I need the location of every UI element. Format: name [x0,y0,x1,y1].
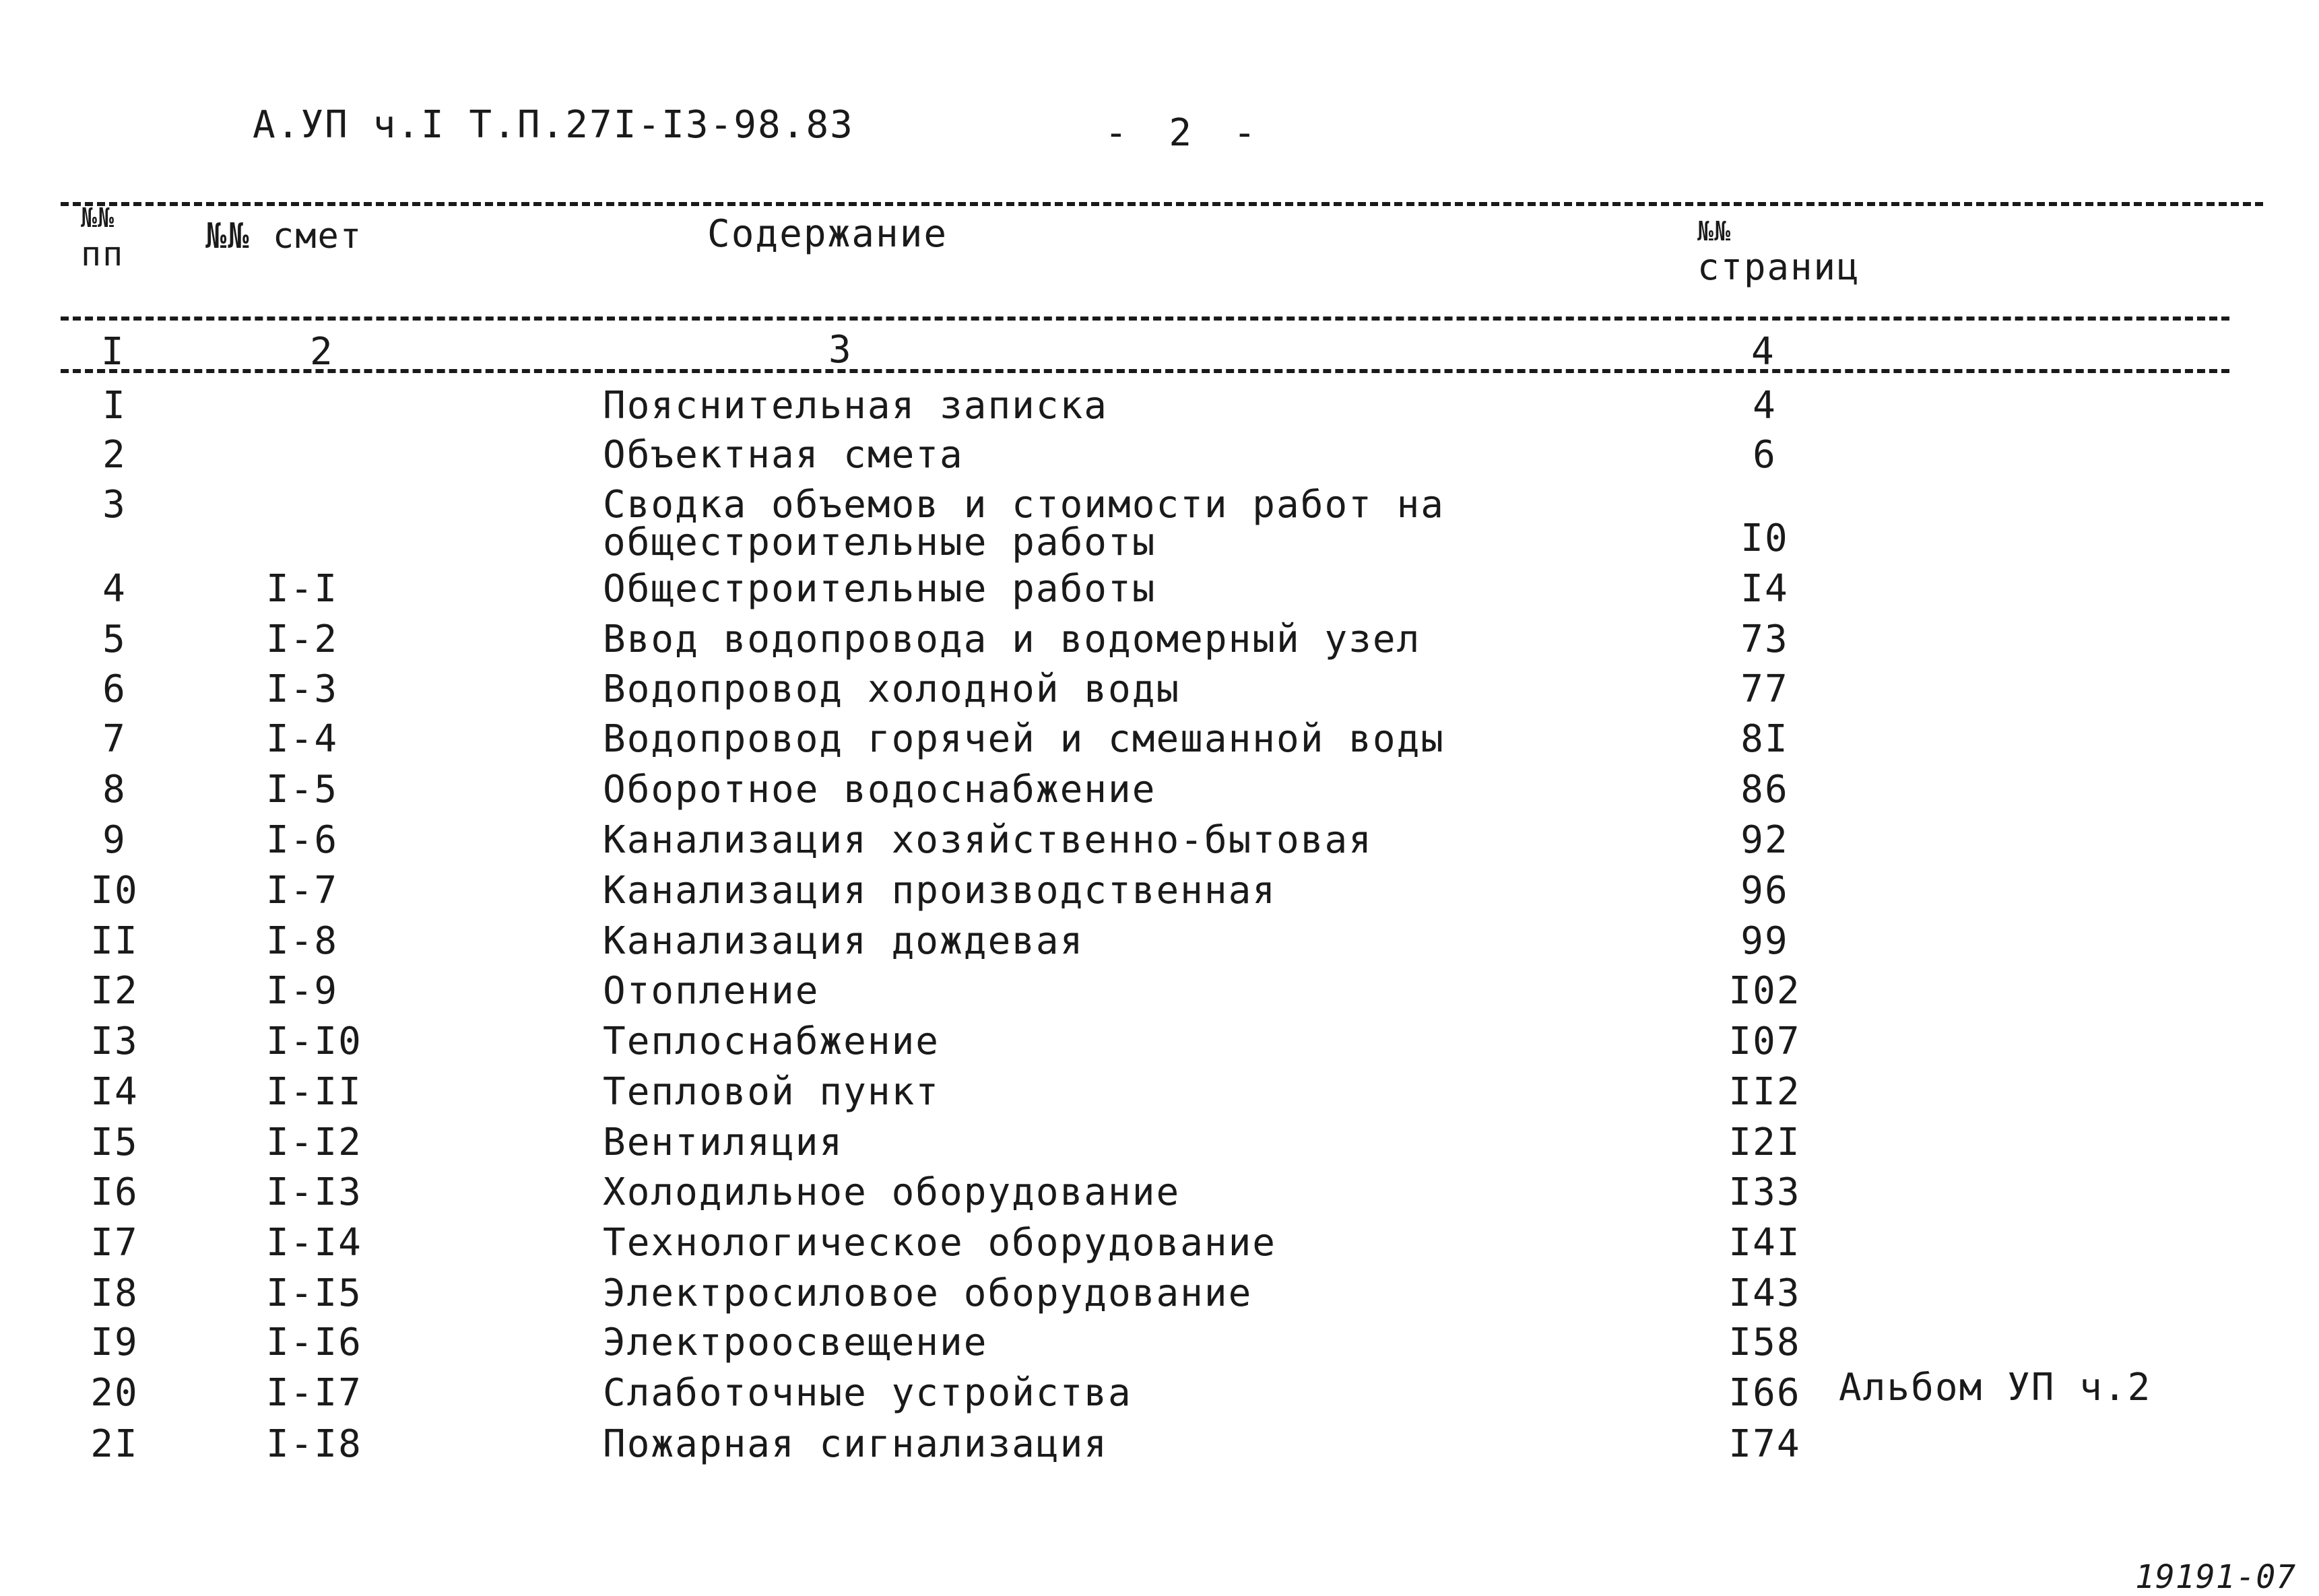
row-page-number: I02 [1728,969,1801,1013]
row-content-line: Ввод водопровода и водомерный узел [603,618,1421,661]
row-content [603,1371,1132,1415]
row-content [603,717,1445,761]
row-content [603,384,1109,428]
row-content-line: Водопровод холодной воды [603,667,1181,711]
row-page-number: 99 [1740,919,1789,963]
row-page-number: I66 [1728,1371,1801,1415]
row-estimate-number: I-I5 [266,1271,362,1315]
row-number: I7 [90,1221,139,1265]
row-number: II [90,919,139,963]
row-number: 4 [102,567,127,611]
row-page-number: I07 [1728,1020,1801,1063]
col-header-num-bottom: пп [81,234,125,273]
row-page-number: 86 [1740,768,1789,811]
row-estimate-number: I-I [266,567,339,611]
row-estimate-number: I-I7 [266,1371,362,1415]
row-page-number: I2I [1728,1121,1801,1164]
row-content [603,1121,844,1164]
row-content-line: Отопление [603,969,820,1013]
row-content [603,768,1156,811]
col-number-4: 4 [1751,330,1775,374]
row-page-number: I58 [1728,1321,1801,1364]
row-content-line: Канализация дождевая [603,919,1084,963]
row-note: Альбом УП ч.2 [1839,1366,2152,1409]
row-content-line: Тепловой пункт [603,1070,940,1114]
row-content-line: Слаботочные устройства [603,1371,1132,1415]
row-content-line: Сводка объемов и стоимости работ на [603,483,1445,527]
row-content [603,869,1277,912]
row-content [603,1070,940,1114]
row-number: I2 [90,969,139,1013]
row-number: I3 [90,1020,139,1063]
row-estimate-number: I-3 [266,667,339,711]
row-number: I6 [90,1170,139,1214]
row-content [603,567,1156,611]
row-content [603,1170,1181,1214]
row-content [603,433,964,477]
row-estimate-number: I-5 [266,768,339,811]
row-content [603,818,1373,862]
row-page-number: 73 [1740,618,1789,661]
archive-stamp: 19191-07 [2135,1558,2297,1596]
row-estimate-number: I-II [266,1070,362,1114]
row-page-number: 92 [1740,818,1789,862]
row-content-line: Вентиляция [603,1121,844,1164]
header-divider-rule [61,317,2229,321]
row-content-line: Электросиловое оборудование [603,1271,1253,1315]
row-number: 20 [90,1371,139,1415]
row-page-number: 8I [1740,717,1789,761]
row-page-number: 6 [1753,433,1777,477]
row-content-line: Электроосвещение [603,1321,988,1364]
row-page-number: I0 [1740,517,1789,560]
row-content [603,1321,988,1364]
row-content-line: Объектная смета [603,433,964,477]
row-estimate-number: I-I8 [266,1422,362,1466]
col-header-pages-bottom: страниц [1697,246,1860,288]
row-estimate-number: I-6 [266,818,339,862]
row-page-number: I33 [1728,1170,1801,1214]
col-header-estimate: №№ смет [205,216,363,257]
row-content-line: Канализация производственная [603,869,1277,912]
row-estimate-number: I-8 [266,919,339,963]
row-page-number: I4I [1728,1221,1801,1265]
col-number-2: 2 [310,330,334,374]
row-content [603,1271,1253,1315]
row-number: I0 [90,869,139,912]
row-page-number: II2 [1728,1070,1801,1114]
row-content-line: общестроительные работы [603,521,1156,564]
row-page-number: 77 [1740,667,1789,711]
row-estimate-number: I-4 [266,717,339,761]
row-content [603,667,1181,711]
row-page-number: 96 [1740,869,1789,912]
row-page-number: I4 [1740,567,1789,611]
row-estimate-number: I-I3 [266,1170,362,1214]
row-content-line: Оборотное водоснабжение [603,768,1156,811]
col-header-content: Содержание [707,212,948,256]
row-content-line: Холодильное оборудование [603,1170,1181,1214]
row-number: 9 [102,818,127,862]
row-number: 5 [102,618,127,661]
row-estimate-number: I-9 [266,969,339,1013]
row-number: 6 [102,667,127,711]
row-number: I8 [90,1271,139,1315]
row-content [603,1020,940,1063]
row-content [603,969,820,1013]
col-header-num-top: №№ [81,203,115,234]
col-number-1: I [101,330,125,374]
row-number: 2 [102,433,127,477]
row-estimate-number: I-I0 [266,1020,362,1063]
row-estimate-number: I-7 [266,869,339,912]
row-number: 3 [102,483,127,527]
row-estimate-number: I-I4 [266,1221,362,1265]
row-content-line: Водопровод горячей и смешанной воды [603,717,1445,761]
row-number: I5 [90,1121,139,1164]
row-content-line: Технологическое оборудование [603,1221,1277,1265]
row-number: 8 [102,768,127,811]
row-content [603,618,1421,661]
row-content-line: Пожарная сигнализация [603,1422,1109,1466]
document-code: А.УП ч.I Т.П.27I-I3-98.83 [253,103,854,147]
row-estimate-number: I-I6 [266,1321,362,1364]
row-content [603,919,1084,963]
row-content [603,1422,1109,1466]
row-number: 7 [102,717,127,761]
row-page-number: 4 [1753,384,1777,428]
col-header-pages-top: №№ [1697,216,1732,247]
row-page-number: I74 [1728,1422,1801,1466]
col-number-3: 3 [828,328,853,372]
row-content [603,483,1445,564]
row-content-line: Канализация хозяйственно-бытовая [603,818,1373,862]
page-number-marker: - 2 - [1105,111,1266,155]
row-estimate-number: I-2 [266,618,339,661]
row-number: I4 [90,1070,139,1114]
column-numbers-rule [61,369,2229,373]
row-number: I [102,384,127,428]
row-estimate-number: I-I2 [266,1121,362,1164]
row-content-line: Теплоснабжение [603,1020,940,1063]
row-page-number: I43 [1728,1271,1801,1315]
row-content-line: Общестроительные работы [603,567,1156,611]
row-content-line: Пояснительная записка [603,384,1109,428]
table-top-rule [61,202,2263,206]
row-number: 2I [90,1422,139,1466]
row-content [603,1221,1277,1265]
row-number: I9 [90,1321,139,1364]
